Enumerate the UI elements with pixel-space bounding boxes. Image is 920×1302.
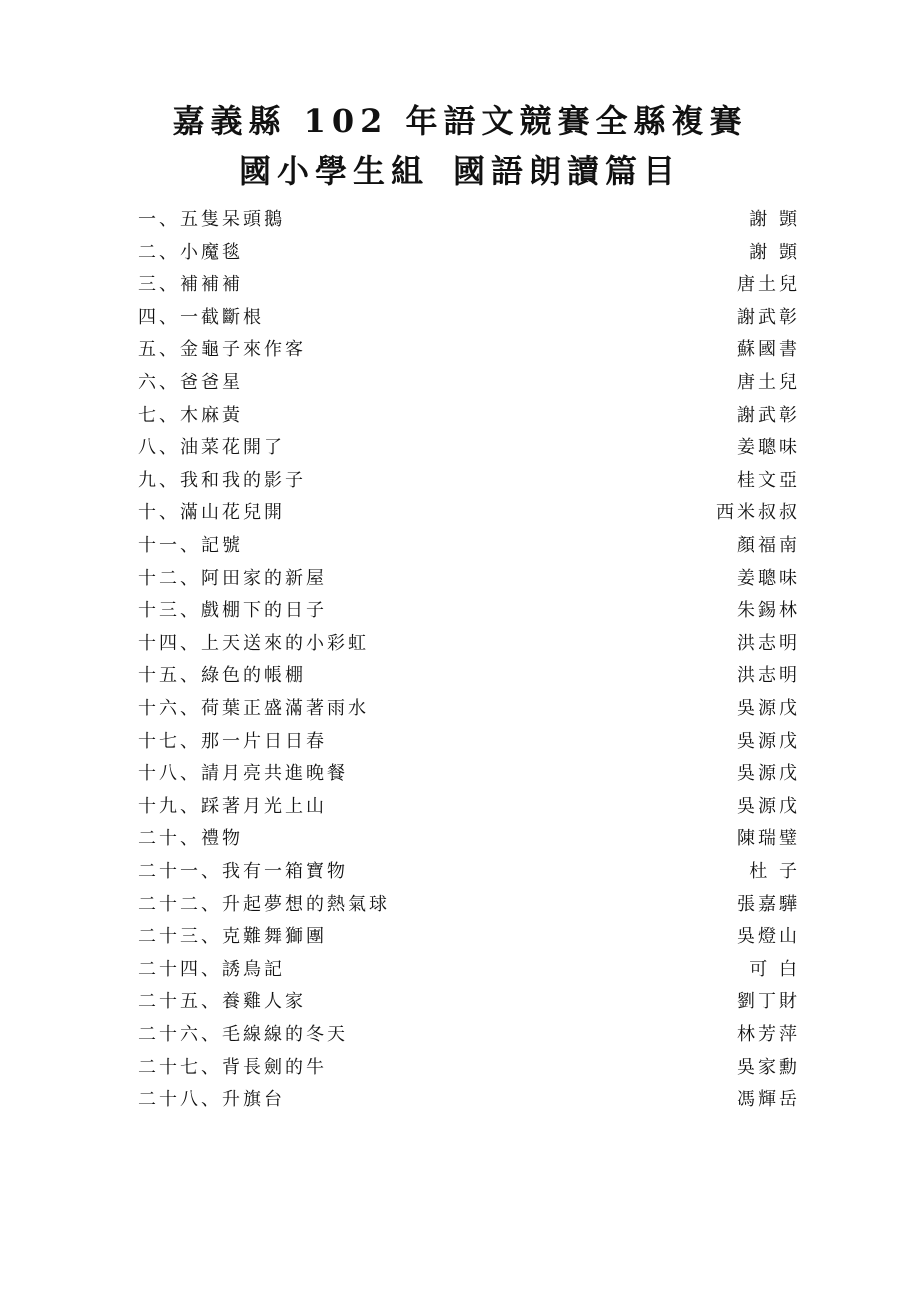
reading-title: 二十四、誘鳥記 xyxy=(138,958,285,980)
reading-author: 杜 子 xyxy=(749,861,800,882)
list-item xyxy=(0,595,920,627)
reading-author: 唐土兒 xyxy=(737,372,800,393)
reading-title: 十四、上天送來的小彩虹 xyxy=(138,632,369,654)
reading-title: 十三、戲棚下的日子 xyxy=(138,600,327,622)
reading-title: 十九、踩著月光上山 xyxy=(138,795,327,817)
reading-author: 姜聰味 xyxy=(737,567,800,589)
document-subtitle xyxy=(0,146,920,192)
reading-title: 十八、請月亮共進晚餐 xyxy=(138,763,348,785)
list-item xyxy=(0,660,920,692)
reading-author: 西米叔叔 xyxy=(716,502,800,524)
reading-title: 二十一、我有一箱寶物 xyxy=(138,861,348,882)
document-title: 嘉義縣 102 年語文競賽全縣複賽 xyxy=(172,102,748,140)
subtitle-topic: 國語朗讀篇目 xyxy=(453,152,682,190)
reading-title: 十六、荷葉正盛滿著雨水 xyxy=(138,698,369,719)
list-item xyxy=(0,791,920,823)
reading-author: 唐土兒 xyxy=(737,274,800,296)
reading-title: 二十三、克難舞獅團 xyxy=(138,926,327,948)
reading-title: 十、滿山花兒開 xyxy=(138,502,285,524)
reading-title: 八、油菜花開了 xyxy=(138,437,285,459)
reading-title: 二十、禮物 xyxy=(138,828,243,850)
reading-author: 謝 顗 xyxy=(749,209,800,230)
reading-title: 三、補補補 xyxy=(138,274,243,296)
reading-title: 十一、記號 xyxy=(138,535,243,556)
list-item xyxy=(0,726,920,758)
reading-author: 顏福南 xyxy=(737,535,800,556)
reading-author: 朱錫林 xyxy=(737,600,800,622)
reading-author: 張嘉驊 xyxy=(737,893,800,915)
reading-title: 十二、阿田家的新屋 xyxy=(138,567,327,589)
reading-title: 七、木麻黃 xyxy=(138,404,243,426)
list-item xyxy=(0,302,920,334)
reading-author: 謝武彰 xyxy=(737,306,800,328)
list-item xyxy=(0,269,920,301)
list-item xyxy=(0,530,920,562)
subtitle-category: 國小學生組 xyxy=(238,152,429,190)
reading-author: 吳源戊 xyxy=(737,763,800,785)
list-item xyxy=(0,334,920,366)
reading-title: 九、我和我的影子 xyxy=(138,469,306,491)
list-item xyxy=(0,921,920,953)
reading-author: 可 白 xyxy=(749,958,800,980)
reading-author: 林芳萍 xyxy=(737,1024,800,1045)
list-item xyxy=(0,563,920,595)
reading-title: 二十五、養雞人家 xyxy=(138,991,306,1013)
reading-title: 二十八、升旗台 xyxy=(138,1089,285,1111)
reading-title: 二、小魔毯 xyxy=(138,241,243,263)
reading-author: 謝 顗 xyxy=(749,241,800,263)
list-item xyxy=(0,1084,920,1116)
reading-title: 一、五隻呆頭鵝 xyxy=(138,209,285,230)
list-item xyxy=(0,889,920,921)
reading-author: 吳源戊 xyxy=(737,730,800,752)
list-item xyxy=(0,497,920,529)
reading-author: 吳源戊 xyxy=(737,698,800,719)
reading-title: 四、一截斷根 xyxy=(138,306,264,328)
reading-author: 姜聰味 xyxy=(737,437,800,459)
reading-title: 五、金龜子來作客 xyxy=(138,339,306,361)
list-item xyxy=(0,628,920,660)
reading-author: 吳家勳 xyxy=(737,1056,800,1078)
reading-title: 二十六、毛線線的冬天 xyxy=(138,1024,348,1045)
list-item xyxy=(0,954,920,986)
reading-author: 蘇國書 xyxy=(737,339,800,361)
list-item xyxy=(0,1019,920,1051)
list-item xyxy=(0,986,920,1018)
list-item xyxy=(0,237,920,269)
reading-author: 馮輝岳 xyxy=(737,1089,800,1111)
list-item xyxy=(0,432,920,464)
list-item xyxy=(0,465,920,497)
list-item xyxy=(0,367,920,399)
reading-title: 六、爸爸星 xyxy=(138,372,243,393)
list-item xyxy=(0,758,920,790)
reading-title: 二十七、背長劍的牛 xyxy=(138,1056,327,1078)
list-item xyxy=(0,1052,920,1084)
reading-author: 陳瑞璧 xyxy=(737,828,800,850)
reading-author: 謝武彰 xyxy=(737,404,800,426)
reading-title: 二十二、升起夢想的熱氣球 xyxy=(138,893,390,915)
list-item xyxy=(0,856,920,888)
reading-author: 吳源戊 xyxy=(737,795,800,817)
reading-author: 洪志明 xyxy=(737,665,800,687)
list-item xyxy=(0,400,920,432)
reading-title: 十七、那一片日日春 xyxy=(138,730,327,752)
list-item xyxy=(0,693,920,725)
reading-author: 劉丁財 xyxy=(737,991,800,1013)
reading-title: 十五、綠色的帳棚 xyxy=(138,665,306,687)
reading-author: 桂文亞 xyxy=(737,469,800,491)
reading-author: 吳燈山 xyxy=(737,926,800,948)
list-item xyxy=(0,823,920,855)
reading-author: 洪志明 xyxy=(737,632,800,654)
list-item xyxy=(0,204,920,236)
